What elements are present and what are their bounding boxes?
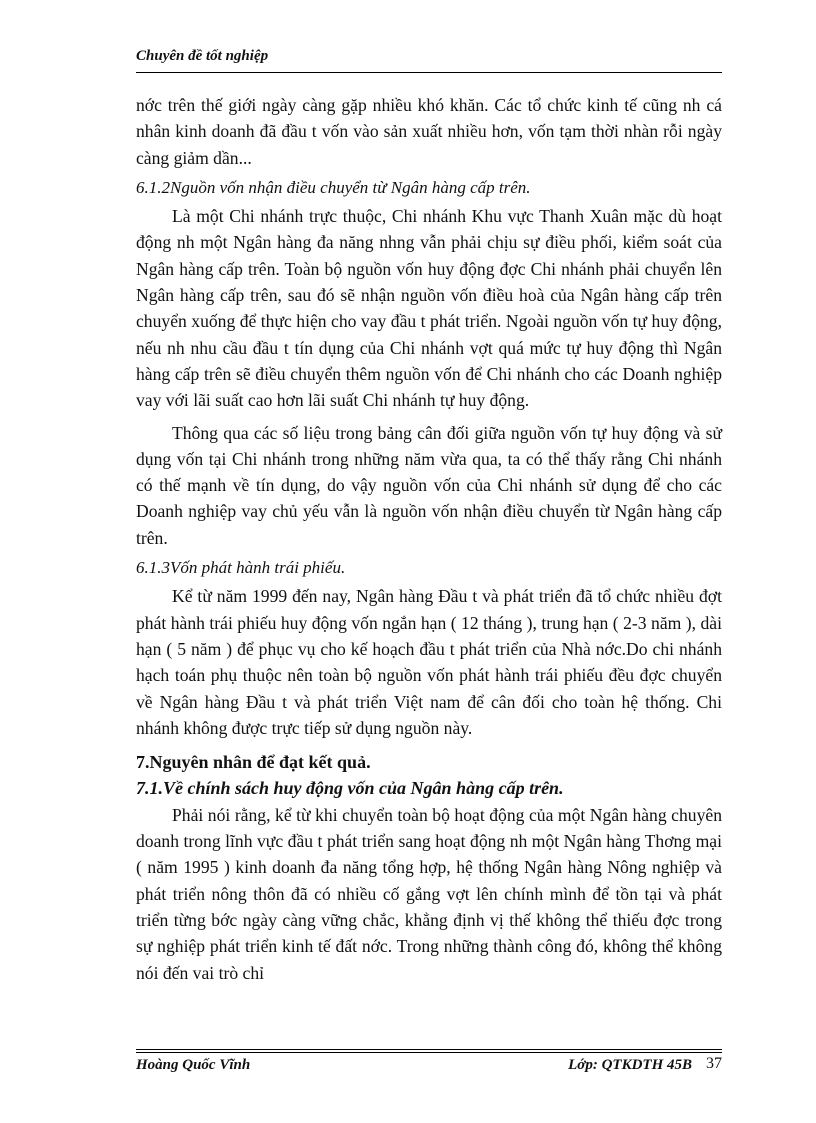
section-heading-7-1: 7.1.Về chính sách huy động vốn của Ngân hàng cấp trên. bbox=[136, 778, 564, 799]
section-heading-7: 7.Nguyên nhân để đạt kết quả. bbox=[136, 752, 371, 773]
section-heading-6-1-3: 6.1.3Vốn phát hành trái phiếu. bbox=[136, 558, 346, 578]
paragraph-transfer-capital: Là một Chi nhánh trực thuộc, Chi nhánh Khu vực Thanh Xuân mặc dù hoạt động nh một Ngân hàng đa năng nhng vẫn phải chịu sự điều phối, kiểm soát của Ngân hàng cấp trên. Toàn bộ nguồn vốn huy động đợc Chi nhánh phải chuyển lên Ngân hàng cấp trên, sau đó sẽ nhận nguồn vốn điều hoà của Ngân hàng cấp trên chuyển xuống để thực hiện cho vay đầu t phát triển. Ngoài nguồn vốn tự huy động, nếu nh nhu cầu đầu t tín dụng của Chi nhánh vợt quá mức tự huy động thì Ngân hàng cấp trên sẽ điều chuyển thêm nguồn vốn để Chi nhánh cho các Doanh nghiệp vay với lãi suất cao hơn lãi suất Chi nhánh tự huy động. bbox=[136, 206, 722, 411]
footer-class: Lớp: QTKDTH 45B bbox=[568, 1057, 692, 1073]
footer-rule-bottom bbox=[136, 1052, 722, 1053]
page-header bbox=[136, 48, 722, 70]
paragraph-bond-issuance: Kể từ năm 1999 đến nay, Ngân hàng Đầu t và phát triển đã tổ chức nhiều đợt phát hành trái phiếu huy động vốn ngắn hạn ( 12 tháng ), trung hạn ( 2-3 năm ), dài hạn ( 5 năm ) để phục vụ cho kế hoạch đầu t phát triển của Nhà nớc.Do chi nhánh hạch toán phụ thuộc nên toàn bộ nguồn vốn phát hành trái phiếu đều đợc chuyển về Ngân hàng Đầu t và phát triển Việt nam để cân đối cho toàn hệ thống. Chi nhánh không được trực tiếp sử dụng nguồn này. bbox=[136, 586, 722, 738]
header-rule bbox=[136, 72, 722, 73]
page-number: 37 bbox=[706, 1055, 722, 1072]
paragraph-balance-analysis: Thông qua các số liệu trong bảng cân đối giữa nguồn vốn tự huy động và sử dụng vốn tại Chi nhánh trong những năm vừa qua, ta có thể thấy rằng Chi nhánh có thế mạnh về tín dụng, do vậy nguồn vốn của Chi nhánh sử dụng để cho các Doanh nghiệp vay chủ yếu vẫn là nguồn vốn nhận điều chuyển từ Ngân hàng cấp trên. bbox=[136, 422, 722, 548]
footer-rule-top bbox=[136, 1049, 722, 1050]
footer-author: Hoàng Quốc Vĩnh bbox=[136, 1057, 251, 1073]
paragraph-continuation: nớc trên thế giới ngày càng gặp nhiều khó khăn. Các tổ chức kinh tế cũng nh cá nhân kinh doanh đã đầu t vốn vào sản xuất nhiều hơn, vốn tạm thời nhàn rỗi ngày càng giảm dần... bbox=[136, 95, 722, 168]
document-body bbox=[136, 92, 722, 986]
section-heading-6-1-2: 6.1.2Nguồn vốn nhận điều chuyển từ Ngân hàng cấp trên. bbox=[136, 177, 531, 197]
header-title: Chuyên đề tốt nghiệp bbox=[136, 48, 269, 64]
paragraph-policy: Phải nói rằng, kể từ khi chuyển toàn bộ hoạt động của một Ngân hàng chuyên doanh trong lĩnh vực đầu t phát triển sang hoạt động nh một Ngân hàng Thơng mại ( năm 1995 ) kinh doanh đa năng tổng hợp, hệ thống Ngân hàng Nông nghiệp và phát triển nông thôn đã có nhiều cố gắng vợt lên chính mình để tồn tại và phát triển từng bớc ngày càng vững chắc, khẳng định vị thế không thể thiếu đợc trong sự nghiệp phát triển kinh tế đất nớc. Trong những thành công đó, không thể không nói đến vai trò chỉ bbox=[136, 804, 722, 983]
